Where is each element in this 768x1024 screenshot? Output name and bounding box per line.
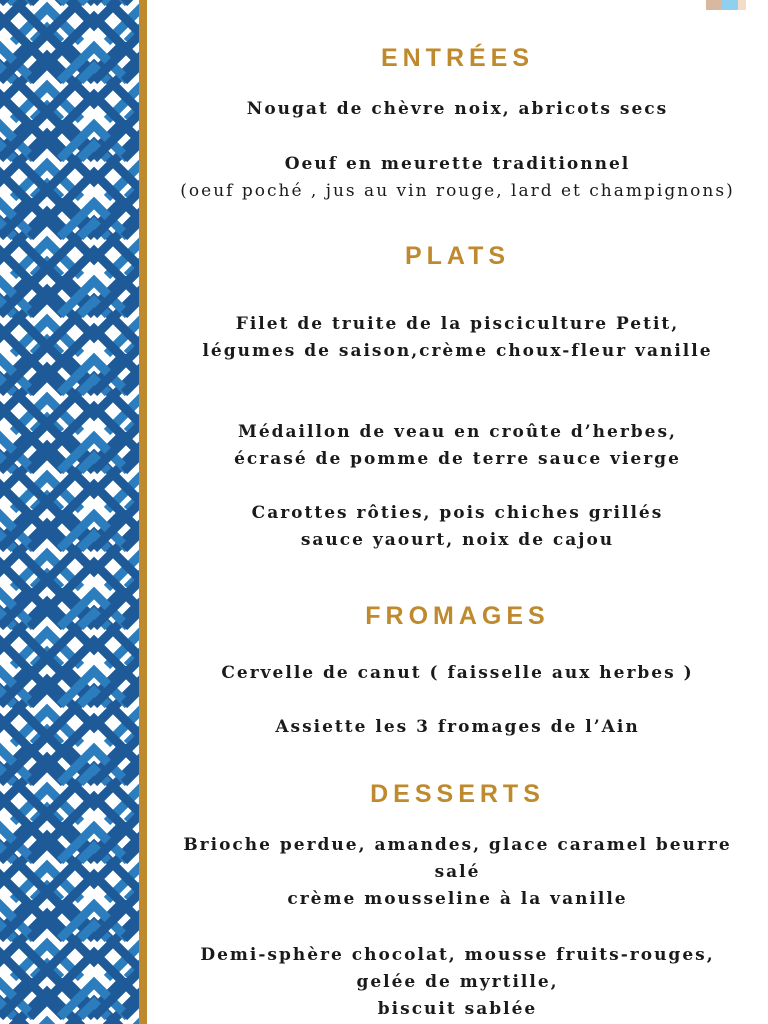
dish: salé	[434, 862, 481, 882]
dish: crème mousseline à la vanille	[287, 889, 628, 909]
decorative-chevron-pattern	[0, 0, 139, 1024]
dish: biscuit sablée	[377, 999, 538, 1019]
dish: Assiette les 3 fromages de l’Ain	[275, 717, 640, 737]
dish: écrasé de pomme de terre sauce vierge	[234, 449, 681, 469]
dish: Filet de truite de la pisciculture Petit,	[235, 314, 680, 334]
dish: légumes de saison,crème choux-fleur vanille	[202, 341, 713, 361]
heading-desserts: DESSERTS	[370, 780, 545, 808]
dish: Demi-sphère chocolat, mousse fruits-rouges,	[200, 945, 715, 965]
dish: Nougat de chèvre noix, abricots secs	[246, 99, 669, 119]
dish-description: (oeuf poché , jus au vin rouge, lard et champignons)	[180, 181, 735, 201]
dish: Brioche perdue, amandes, glace caramel beurre	[183, 835, 732, 855]
corner-thumbnail	[706, 0, 746, 10]
dish: sauce yaourt, noix de cajou	[300, 530, 615, 550]
heading-fromages: FROMAGES	[365, 602, 550, 630]
dish: Cervelle de canut ( faisselle aux herbes )	[221, 663, 694, 683]
dish: Carottes rôties, pois chiches grillés	[251, 503, 664, 523]
heading-plats: PLATS	[404, 242, 511, 270]
heading-entrees: ENTRÉES	[380, 44, 535, 72]
dish: gelée de myrtille,	[356, 972, 559, 992]
gold-divider-bar	[139, 0, 147, 1024]
dish: Médaillon de veau en croûte d’herbes,	[238, 422, 677, 442]
dish: Oeuf en meurette traditionnel	[284, 154, 631, 174]
